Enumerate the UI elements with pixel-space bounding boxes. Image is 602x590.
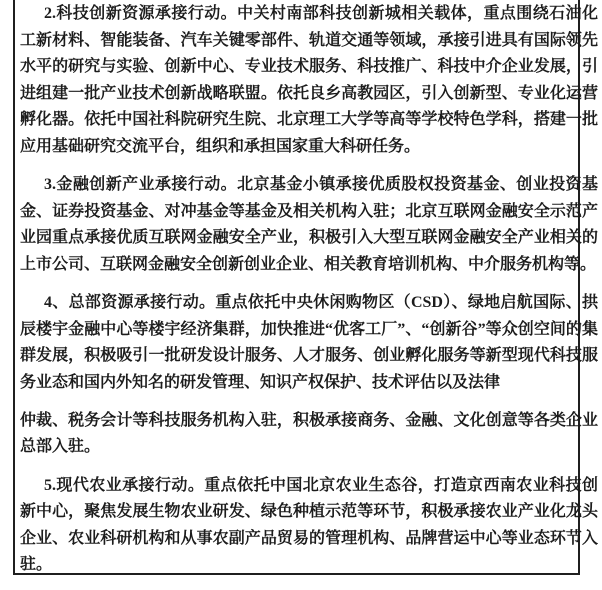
paragraph-headquarters-continued: 仲裁、税务会计等科技服务机构入驻，积极承接商务、金融、文化创意等各类企业总部入驻。	[20, 411, 598, 456]
paragraph-tech-innovation: 2.科技创新资源承接行动。中关村南部科技创新城相关载体，重点围绕石油化工新材料、智能装备、汽车关键零部件、轨道交通等领域，承接引进具有国际领先水平的研究与实验、创新中心、专业技术服务、科技推广、科技中介企业发展，引进组建一批产业技术创新战略联盟。依托良乡高教园区，引入创新型、专业化运营孵化器。依托中国社科院研究生院、北京理工大学等高等学校特色学科，搭建一批应用基础研究交流平台，组织和承担国家重大科研任务。	[20, 5, 598, 155]
paragraph-modern-agriculture: 5.现代农业承接行动。重点依托中国北京农业生态谷，打造京西南农业科技创新中心，聚焦发展生物农业研发、绿色种植示范等环节，积极承接农业产业化龙头企业、农业科研机构和从事农副产品贸易的管理机构、品牌营运中心等业态环节入驻。	[20, 476, 598, 574]
paragraph-finance-innovation: 3.金融创新产业承接行动。北京基金小镇承接优质股权投资基金、创业投资基金、证券投资基金、对冲基金等基金及相关机构入驻；北京互联网金融安全示范产业园重点承接优质互联网金融安全产业，积极引入大型互联网金融安全产业相关的上市公司、互联网金融安全创新创业企业、相关教育培训机构、中介服务机构等。	[20, 176, 598, 273]
paragraph-headquarters-resources: 4、总部资源承接行动。重点依托中央休闲购物区（CSD）、绿地启航国际、拱辰楼宇金融中心等楼宇经济集群，加快推进“优客工厂”、“创新谷”等众创空间的集群发展，积极吸引一批研发设计服务、人才服务、创业孵化服务等新型现代科技服务业态和国内外知名的研发管理、知识产权保护、技术评估以及法律	[20, 293, 598, 391]
document-body	[20, 1, 598, 590]
